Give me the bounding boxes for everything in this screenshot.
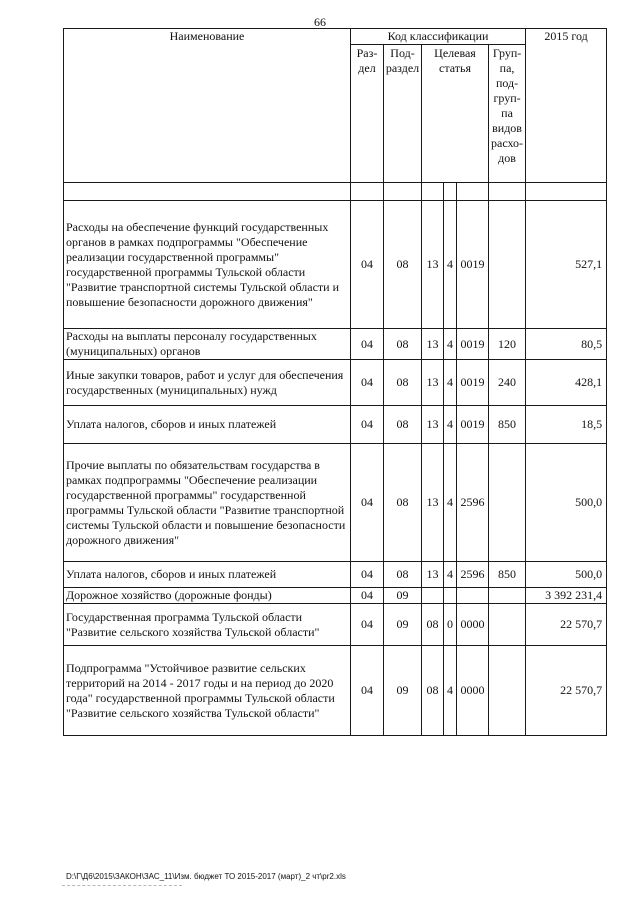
row-target-part-3: 0019	[457, 329, 489, 360]
row-podrazdel: 08	[384, 562, 422, 588]
row-name: Расходы на выплаты персоналу государственных (муниципальных) органов	[64, 329, 351, 360]
row-razdel: 04	[351, 588, 384, 604]
row-target-part-1: 13	[422, 201, 444, 329]
row-target-part-3: 2596	[457, 562, 489, 588]
budget-table	[63, 28, 607, 736]
row-amount: 22 570,7	[526, 646, 607, 736]
row-razdel: 04	[351, 444, 384, 562]
row-target-part-1: 08	[422, 604, 444, 646]
row-target-part-1: 13	[422, 406, 444, 444]
row-amount: 428,1	[526, 360, 607, 406]
row-podrazdel: 09	[384, 646, 422, 736]
table-row	[64, 604, 607, 646]
row-podrazdel: 09	[384, 588, 422, 604]
row-amount: 22 570,7	[526, 604, 607, 646]
scan-artifact-line	[62, 885, 182, 886]
row-target-part-3: 0019	[457, 201, 489, 329]
header-podrazdel: Под- раздел	[384, 45, 422, 183]
row-name: Подпрограмма "Устойчивое развитие сельских территорий на 2014 - 2017 годы и на период до 2020 года" государственной программы Тульской области "Развитие сельского хозяйства Тульской области"	[64, 646, 351, 736]
table-body	[64, 183, 607, 736]
table-row	[64, 201, 607, 329]
row-target-part-3: 2596	[457, 444, 489, 562]
header-razdel: Раз- дел	[351, 45, 384, 183]
row-target-part-1: 08	[422, 646, 444, 736]
row-target-part-3: 0019	[457, 406, 489, 444]
row-target-part-2: 4	[444, 646, 457, 736]
row-amount: 527,1	[526, 201, 607, 329]
row-target-part-3: 0000	[457, 604, 489, 646]
header-expense-group: Груп- па, под- груп- па видов расхо- дов	[489, 45, 526, 183]
row-razdel: 04	[351, 329, 384, 360]
row-podrazdel: 08	[384, 444, 422, 562]
row-target-part-3: 0019	[457, 360, 489, 406]
table-row	[64, 646, 607, 736]
row-expense-group	[489, 201, 526, 329]
table-row	[64, 444, 607, 562]
row-podrazdel: 08	[384, 406, 422, 444]
row-podrazdel: 09	[384, 604, 422, 646]
row-expense-group: 120	[489, 329, 526, 360]
table-row	[64, 562, 607, 588]
row-amount: 18,5	[526, 406, 607, 444]
row-name: Дорожное хозяйство (дорожные фонды)	[64, 588, 351, 604]
row-target-part-2: 4	[444, 406, 457, 444]
footer-file-path: D:\Г\Д6\2015\ЗАКОН\ЗАС_11\Изм. бюджет ТО 2015-2017 (март)_2 чт\pr2.xls	[66, 872, 346, 881]
row-amount: 500,0	[526, 444, 607, 562]
row-target-part-2: 4	[444, 360, 457, 406]
row-razdel: 04	[351, 604, 384, 646]
row-name: Расходы на обеспечение функций государственных органов в рамках подпрограммы "Обеспечение реализации государственной программы" государственной программы Тульской области "Развитие транспортной системы Тульской области и повышение безопасности дорожного движения"	[64, 201, 351, 329]
row-target-part-1: 13	[422, 329, 444, 360]
row-target-part-1: 13	[422, 444, 444, 562]
row-target-part-1	[422, 588, 444, 604]
row-name: Уплата налогов, сборов и иных платежей	[64, 562, 351, 588]
row-razdel: 04	[351, 646, 384, 736]
row-target-part-1: 13	[422, 360, 444, 406]
row-expense-group: 850	[489, 406, 526, 444]
header-year: 2015 год	[526, 29, 607, 183]
table-row	[64, 588, 607, 604]
row-razdel: 04	[351, 562, 384, 588]
row-podrazdel: 08	[384, 360, 422, 406]
row-name: Прочие выплаты по обязательствам государства в рамках подпрограммы "Обеспечение реализации государственной программы" государственной программы Тульской области "Развитие транспортной системы Тульской области и повышение безопасности дорожного движения"	[64, 444, 351, 562]
header-name: Наименование	[64, 29, 351, 183]
table-row	[64, 360, 607, 406]
row-razdel: 04	[351, 201, 384, 329]
header-target-article: Целевая статья	[422, 45, 489, 183]
row-expense-group: 240	[489, 360, 526, 406]
row-expense-group	[489, 646, 526, 736]
row-podrazdel: 08	[384, 201, 422, 329]
row-target-part-2: 4	[444, 444, 457, 562]
row-expense-group	[489, 444, 526, 562]
row-target-part-3: 0000	[457, 646, 489, 736]
row-name: Государственная программа Тульской области "Развитие сельского хозяйства Тульской области"	[64, 604, 351, 646]
row-amount: 500,0	[526, 562, 607, 588]
row-name: Уплата налогов, сборов и иных платежей	[64, 406, 351, 444]
blank-spacer-row	[64, 183, 607, 201]
row-amount: 3 392 231,4	[526, 588, 607, 604]
row-podrazdel: 08	[384, 329, 422, 360]
row-expense-group	[489, 604, 526, 646]
row-target-part-2: 4	[444, 562, 457, 588]
row-target-part-2: 4	[444, 329, 457, 360]
row-target-part-2	[444, 588, 457, 604]
row-target-part-3	[457, 588, 489, 604]
row-target-part-1: 13	[422, 562, 444, 588]
row-name: Иные закупки товаров, работ и услуг для обеспечения государственных (муниципальных) нужд	[64, 360, 351, 406]
table-row	[64, 329, 607, 360]
row-target-part-2: 0	[444, 604, 457, 646]
row-expense-group	[489, 588, 526, 604]
row-razdel: 04	[351, 360, 384, 406]
page-number: 66	[314, 15, 326, 29]
header-classification: Код классификации	[351, 29, 526, 45]
row-amount: 80,5	[526, 329, 607, 360]
header-row-top	[64, 29, 607, 45]
row-razdel: 04	[351, 406, 384, 444]
table-row	[64, 406, 607, 444]
row-expense-group: 850	[489, 562, 526, 588]
row-target-part-2: 4	[444, 201, 457, 329]
